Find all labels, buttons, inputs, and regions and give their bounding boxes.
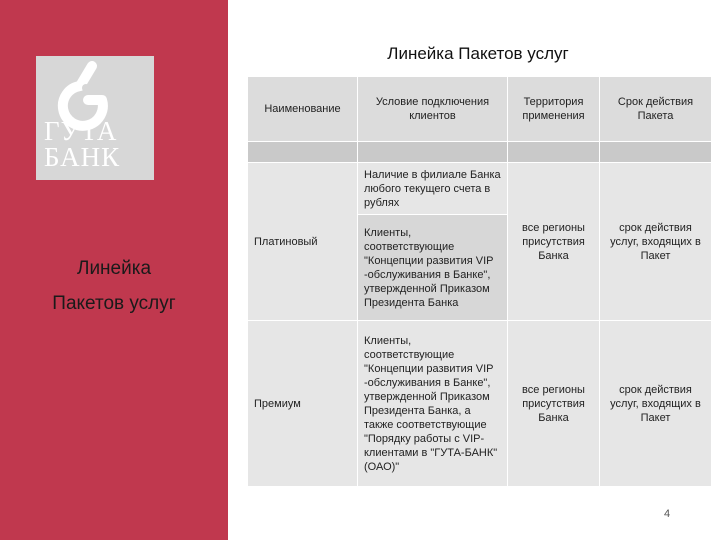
platinum-term: срок действия услуг, входящих в Пакет (600, 163, 712, 321)
table-spacer-row (248, 142, 712, 163)
platinum-territory: все регионы присутствия Банка (508, 163, 600, 321)
page-number: 4 (664, 508, 671, 520)
table-row (248, 163, 712, 215)
premium-condition: Клиенты, соответствующие "Концепции развития VIP -обслуживания в Банке", утвержденной Приказом Президента Банка, а также соответствующие "Порядку работы с VIP-клиентами в "ГУТА-БАНК" (ОАО)" (358, 321, 508, 487)
platinum-condition-1: Наличие в филиале Банка любого текущего счета в рублях (358, 163, 508, 215)
guta-bank-logo (36, 56, 154, 180)
logo-text-line1: ГУТА (44, 116, 118, 146)
header-term: Срок действия Пакета (600, 77, 712, 142)
left-panel (0, 0, 228, 540)
header-territory: Территория применения (508, 77, 600, 142)
table-row (248, 321, 712, 487)
premium-territory: все регионы присутствия Банка (508, 321, 600, 487)
service-packages-table (247, 76, 712, 487)
premium-name: Премиум (248, 321, 358, 487)
header-condition: Условие подключения клиентов (358, 77, 508, 142)
premium-term: срок действия услуг, входящих в Пакет (600, 321, 712, 487)
page-title: Линейка Пакетов услуг (387, 44, 569, 63)
table-header-row (248, 77, 712, 142)
platinum-name: Платиновый (248, 163, 358, 321)
platinum-condition-2: Клиенты, соответствующие "Концепции развития VIP -обслуживания в Банке", утвержденной Приказом Президента Банка (358, 215, 508, 321)
sidebar-title-line1: Линейка (76, 258, 152, 279)
header-name: Наименование (248, 77, 358, 142)
logo-text-line2: БАНК (44, 142, 121, 172)
sidebar-title-line2: Пакетов услуг (52, 293, 176, 314)
